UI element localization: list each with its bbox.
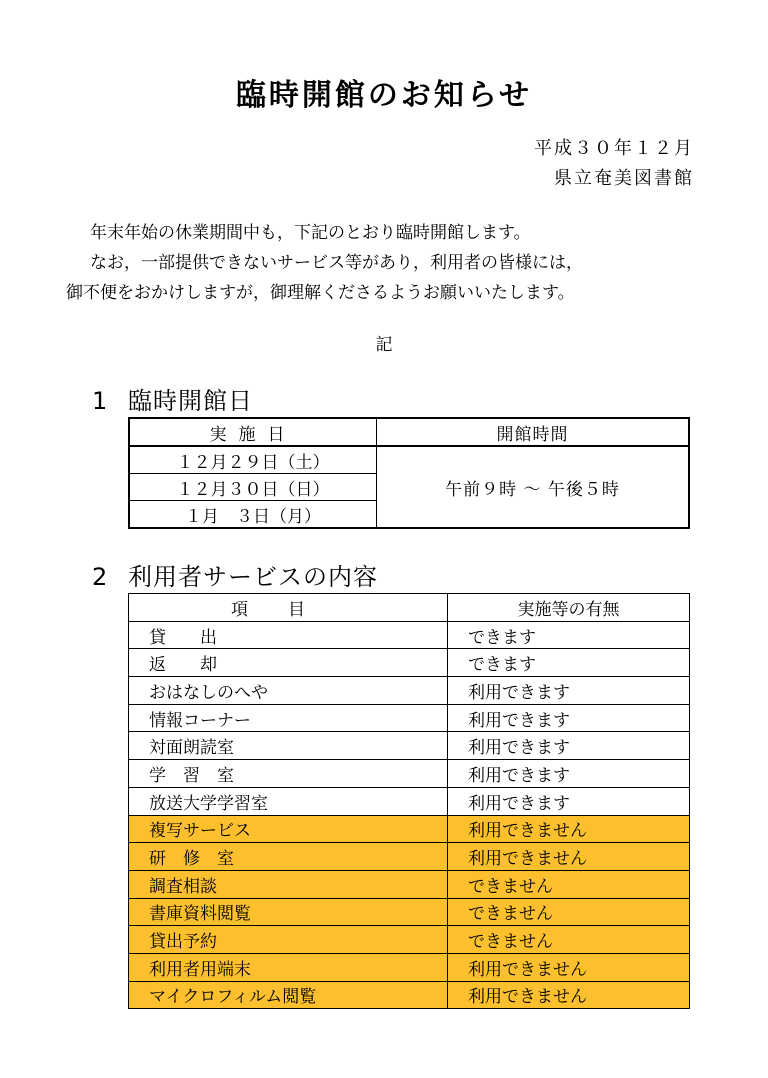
section-2-number: 2 (92, 563, 109, 591)
service-status: できます (448, 649, 690, 677)
col-header-status: 実施等の有無 (448, 594, 690, 622)
service-item: 放送大学学習室 (129, 787, 448, 815)
ki-label: 記 (375, 335, 393, 355)
opening-days-table (128, 417, 690, 529)
service-status: 利用できません (448, 981, 690, 1009)
service-item: 利用者用端末 (129, 953, 448, 981)
service-item: 返 却 (129, 649, 448, 677)
intro-text (66, 218, 706, 308)
section-1-title: 臨時開館日 (128, 387, 253, 415)
hours-cell: 午前９時 ～ 午後５時 (377, 446, 690, 528)
table-row-unavailable (129, 898, 690, 926)
table-row (129, 704, 690, 732)
service-status: 利用できません (448, 843, 690, 871)
service-status: 利用できます (448, 704, 690, 732)
table-row (129, 760, 690, 788)
date-block (534, 134, 694, 194)
section-1-number: 1 (92, 387, 109, 415)
table-row (129, 649, 690, 677)
service-status: 利用できません (448, 953, 690, 981)
table-header-row (129, 418, 689, 446)
table-row-unavailable (129, 981, 690, 1009)
table-row (129, 732, 690, 760)
service-status: できません (448, 870, 690, 898)
col-header-date: 実施日 (129, 418, 377, 446)
date-cell: １月 ３日（月） (129, 501, 377, 529)
service-status: 利用できます (448, 732, 690, 760)
section-2-title: 利用者サービスの内容 (128, 563, 378, 591)
service-status: できません (448, 926, 690, 954)
table-row-unavailable (129, 953, 690, 981)
date-cell: １２月３０日（日） (129, 474, 377, 501)
service-status: できません (448, 898, 690, 926)
section-1-heading (92, 381, 253, 416)
service-status: 利用できます (448, 760, 690, 788)
date-cell: １２月２９日（土） (129, 446, 377, 474)
organization-name: 県立奄美図書館 (554, 168, 694, 189)
table-row (129, 787, 690, 815)
intro-line-2: なお，一部提供できないサービス等があり，利用者の皆様には， (90, 253, 583, 273)
section-2-heading (92, 557, 378, 592)
service-item: 貸出予約 (129, 926, 448, 954)
service-item: おはなしのへや (129, 677, 448, 705)
service-item: 対面朗読室 (129, 732, 448, 760)
service-status: できます (448, 621, 690, 649)
service-item: 複写サービス (129, 815, 448, 843)
service-item: 書庫資料閲覧 (129, 898, 448, 926)
service-item: 情報コーナー (129, 704, 448, 732)
service-status: 利用できます (448, 677, 690, 705)
service-item: 調査相談 (129, 870, 448, 898)
col-header-hours: 開館時間 (377, 418, 690, 446)
service-status: 利用できません (448, 815, 690, 843)
service-status: 利用できます (448, 787, 690, 815)
page-title: 臨時開館のお知らせ (235, 78, 533, 113)
table-row-unavailable (129, 815, 690, 843)
table-row (129, 446, 689, 474)
issue-date: 平成３０年１２月 (534, 138, 694, 159)
table-row (129, 621, 690, 649)
service-item: 学 習 室 (129, 760, 448, 788)
table-row-unavailable (129, 870, 690, 898)
services-table (128, 593, 690, 1009)
table-row (129, 677, 690, 705)
col-header-item: 項目 (129, 594, 448, 622)
table-row-unavailable (129, 926, 690, 954)
table-row-unavailable (129, 843, 690, 871)
service-item: マイクロフィルム閲覧 (129, 981, 448, 1009)
intro-line-1: 年末年始の休業期間中も，下記のとおり臨時開館します。 (90, 223, 531, 243)
service-item: 研 修 室 (129, 843, 448, 871)
table-header-row (129, 594, 690, 622)
intro-line-3: 御不便をおかけしますが，御理解くださるようお願いいたします。 (66, 283, 575, 303)
service-item: 貸 出 (129, 621, 448, 649)
